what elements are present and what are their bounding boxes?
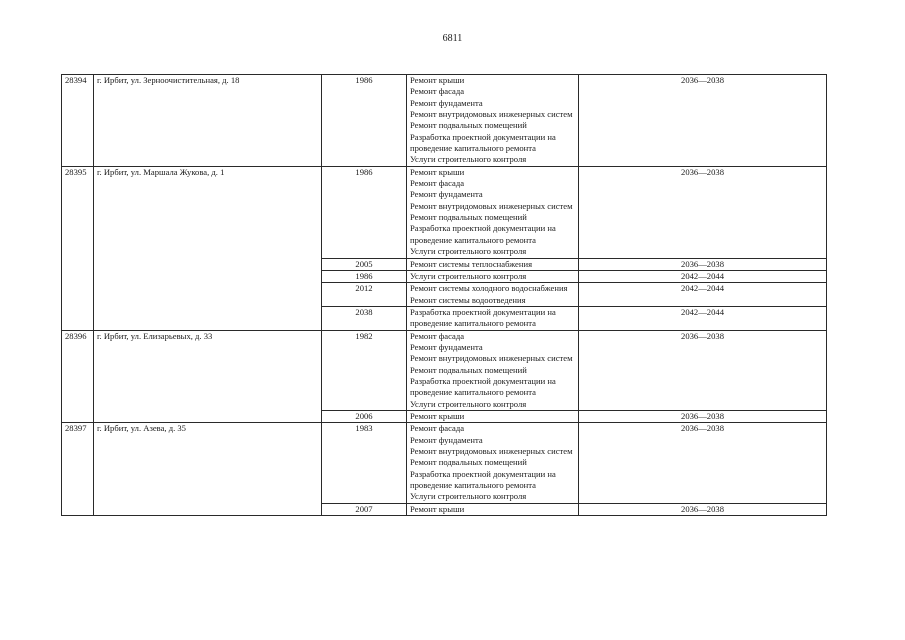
- address-text: г. Ирбит, ул. Азева, д. 35: [97, 423, 186, 434]
- work-type-line: Разработка проектной документации на: [410, 223, 556, 234]
- work-type-line: Ремонт крыши: [410, 75, 465, 85]
- table-row: [62, 330, 827, 410]
- work-type-line: Ремонт внутридомовых инженерных систем: [410, 446, 573, 456]
- work-type-line: Ремонт крыши: [410, 503, 465, 514]
- object-id-cell: 28395: [62, 166, 94, 330]
- work-type-line: Ремонт системы водоотведения: [410, 294, 526, 305]
- planned-period-cell: 2036—2038: [579, 410, 827, 422]
- work-type-line: Ремонт подвальных помещений: [410, 457, 527, 468]
- work-type-line: Ремонт внутридомовых инженерных систем: [410, 353, 573, 364]
- works-cell: [407, 306, 579, 330]
- work-type-line: Разработка проектной документации на: [410, 375, 556, 386]
- works-cell: [407, 270, 579, 282]
- commission-year-cell: 1986: [322, 166, 407, 258]
- works-cell: [407, 258, 579, 270]
- work-type-line: проведение капитального ремонта: [410, 318, 536, 329]
- work-type-line: Ремонт фундамента: [410, 97, 483, 108]
- commission-year-cell: 2005: [322, 258, 407, 270]
- planned-period-cell: 2036—2038: [579, 503, 827, 515]
- work-type-line: Ремонт фундамента: [410, 434, 483, 445]
- planned-period-cell: 2042—2044: [579, 283, 827, 307]
- planned-period-cell: 2036—2038: [579, 330, 827, 410]
- planned-period-cell: 2036—2038: [579, 258, 827, 270]
- commission-year-cell: 1986: [322, 75, 407, 167]
- work-type-line: Ремонт подвальных помещений: [410, 212, 527, 223]
- work-type-line: Ремонт фундамента: [410, 341, 483, 352]
- page-number: 6811: [442, 33, 463, 44]
- address-text: г. Ирбит, ул. Зерноочистительная, д. 18: [97, 75, 240, 85]
- address-cell: [94, 330, 322, 423]
- address-text: г. Ирбит, ул. Елизарьевых, д. 33: [97, 330, 213, 341]
- work-type-line: Разработка проектной документации на: [410, 306, 556, 317]
- address-cell: [94, 166, 322, 330]
- commission-year-cell: 2038: [322, 306, 407, 330]
- works-cell: [407, 166, 579, 258]
- object-id-cell: 28396: [62, 330, 94, 423]
- work-type-line: Ремонт внутридомовых инженерных систем: [410, 109, 573, 120]
- work-type-line: Услуги строительного контроля: [410, 491, 527, 502]
- table-row: [62, 166, 827, 258]
- planned-period-cell: 2036—2038: [579, 423, 827, 503]
- planned-period-cell: 2042—2044: [579, 270, 827, 282]
- work-type-line: Ремонт фундамента: [410, 189, 483, 200]
- work-type-line: Ремонт внутридомовых инженерных систем: [410, 200, 573, 211]
- commission-year-cell: 2012: [322, 283, 407, 307]
- work-type-line: проведение капитального ремонта: [410, 480, 536, 491]
- work-type-line: проведение капитального ремонта: [410, 387, 536, 398]
- works-cell: [407, 283, 579, 307]
- work-type-line: проведение капитального ремонта: [410, 234, 536, 245]
- commission-year-cell: 1983: [322, 423, 407, 503]
- works-cell: [407, 410, 579, 422]
- work-type-line: Услуги строительного контроля: [410, 246, 527, 257]
- work-type-line: Ремонт системы теплоснабжения: [410, 258, 533, 269]
- work-type-line: Разработка проектной документации на: [410, 131, 556, 142]
- planned-period-cell: 2042—2044: [579, 306, 827, 330]
- table-row: [62, 75, 827, 167]
- work-type-line: Ремонт системы холодного водоснабжения: [410, 283, 568, 294]
- works-cell: [407, 503, 579, 515]
- address-cell: [94, 423, 322, 516]
- work-type-line: Услуги строительного контроля: [410, 398, 527, 409]
- work-type-line: Ремонт фасада: [410, 423, 465, 434]
- works-cell: [407, 75, 579, 167]
- commission-year-cell: 1986: [322, 270, 407, 282]
- object-id-cell: 28394: [62, 75, 94, 167]
- work-type-line: Ремонт подвальных помещений: [410, 364, 527, 375]
- work-type-line: Услуги строительного контроля: [410, 154, 527, 165]
- commission-year-cell: 2007: [322, 503, 407, 515]
- work-type-line: Ремонт крыши: [410, 410, 465, 421]
- planned-period-cell: 2036—2038: [579, 166, 827, 258]
- work-type-line: Ремонт подвальных помещений: [410, 120, 527, 131]
- work-type-line: Ремонт крыши: [410, 166, 465, 177]
- work-type-line: Ремонт фасада: [410, 330, 465, 341]
- address-cell: [94, 75, 322, 167]
- commission-year-cell: 1982: [322, 330, 407, 410]
- works-cell: [407, 423, 579, 503]
- commission-year-cell: 2006: [322, 410, 407, 422]
- work-type-line: Ремонт фасада: [410, 86, 465, 97]
- work-type-line: Ремонт фасада: [410, 178, 465, 189]
- work-type-line: Услуги строительного контроля: [410, 270, 527, 281]
- work-type-line: проведение капитального ремонта: [410, 143, 536, 154]
- table-body: [62, 75, 827, 516]
- address-text: г. Ирбит, ул. Маршала Жукова, д. 1: [97, 166, 225, 177]
- work-type-line: Разработка проектной документации на: [410, 468, 556, 479]
- planned-period-cell: 2036—2038: [579, 75, 827, 167]
- works-cell: [407, 330, 579, 410]
- object-id-cell: 28397: [62, 423, 94, 516]
- table-row: [62, 423, 827, 503]
- capital-repair-table: [61, 74, 827, 516]
